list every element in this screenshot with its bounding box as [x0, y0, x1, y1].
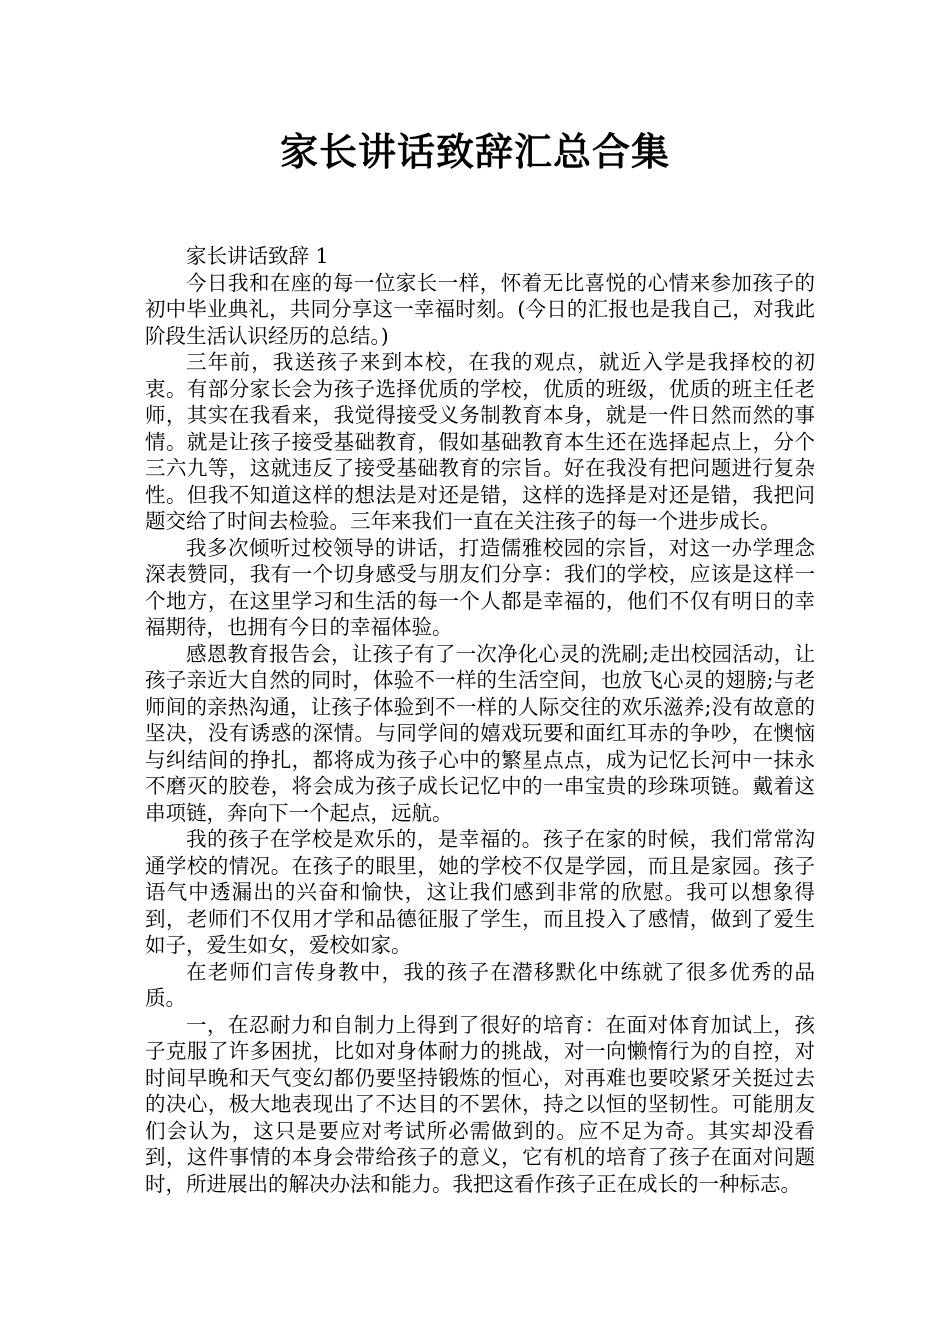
paragraph-2: 三年前，我送孩子来到本校，在我的观点，就近入学是我择校的初衷。有部分家长会为孩子选择优质的学校，优质的班级，优质的班主任老师，其实在我看来，我觉得接受义务制教育本身，就是一件日然而然的事情。就是让孩子接受基础教育，假如基础教育本生还在选择起点上，分个三六九等，这就违反了接受基础教育的宗旨。好在我没有把问题进行复杂性。但我不知道这样的想法是对还是错，这样的选择是对还是错，我把问题交给了时间去检验。三年来我们一直在关注孩子的每一个进步成长。 [145, 350, 815, 533]
paragraph-5: 我的孩子在学校是欢乐的，是幸福的。孩子在家的时候，我们常常沟通学校的情况。在孩子的眼里，她的学校不仅是学园，而且是家园。孩子语气中透漏出的兴奋和愉快，这让我们感到非常的欣慰。我可以想象得到，老师们不仅用才学和品德征服了学生，而且投入了感情，做到了爱生如子，爱生如女，爱校如家。 [145, 827, 815, 957]
paragraph-3: 我多次倾听过校领导的讲话，打造儒雅校园的宗旨，对这一办学理念深表赞同，我有一个切身感受与朋友们分享：我们的学校，应该是这样一个地方，在这里学习和生活的每一个人都是幸福的，他们不仅有明日的幸福期待，也拥有今日的幸福体验。 [145, 535, 815, 639]
section-heading: 家长讲话致辞 1 [186, 244, 329, 268]
paragraph-4: 感恩教育报告会，让孩子有了一次净化心灵的洗刷;走出校园活动，让孩子亲近大自然的同时，体验不一样的生活空间，也放飞心灵的翅膀;与老师间的亲热沟通，让孩子体验到不一样的人际交往的欢乐滋养;没有故意的坚决，没有诱惑的深情。与同学间的嬉戏玩要和面红耳赤的争吵，在懊恼与纠结间的挣扎，都将成为孩子心中的繁星点点，成为记忆长河中一抹永不磨灭的胶卷，将会成为孩子成长记忆中的一串宝贵的珍珠项链。戴着这串项链，奔向下一个起点，远航。 [145, 641, 815, 825]
paragraph-1: 今日我和在座的每一位家长一样，怀着无比喜悦的心情来参加孩子的初中毕业典礼，共同分享这一幸福时刻。(今日的汇报也是我自己，对我此阶段生活认识经历的总结。) [145, 270, 815, 348]
paragraph-7: 一，在忍耐力和自制力上得到了很好的培育：在面对体育加试上，孩子克服了许多困扰，比如对身体耐力的挑战，对一向懒惰行为的自控，对时间早晚和天气变幻都仍要坚持锻炼的恒心，对再难也要咬紧牙关挺过去的决心，极大地表现出了不达目的不罢休，持之以恒的坚韧性。可能朋友们会认为，这只是要应对考试所必需做到的。应不足为奇。其实却没看到，这件事情的本身会带给孩子的意义，它有机的培育了孩子在面对问题时，所进展出的解决办法和能力。我把这看作孩子正在成长的一种标志。 [145, 1012, 815, 1196]
document-title: 家长讲话致辞汇总合集 [279, 130, 670, 174]
paragraph-6: 在老师们言传身教中，我的孩子在潜移默化中练就了很多优秀的品质。 [145, 959, 815, 1010]
document-body [145, 243, 815, 1197]
